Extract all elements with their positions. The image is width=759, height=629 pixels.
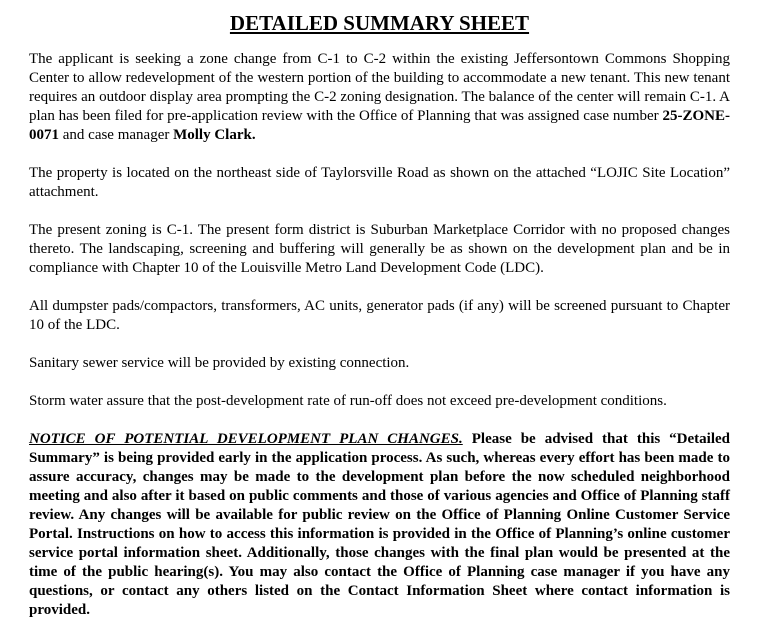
paragraph-screening: All dumpster pads/compactors, transformers, AC units, generator pads (if any) will be screened pursuant to Chapter 10 of the LDC. [29, 298, 730, 333]
notice-body: Please be advised that this “Detailed Summary” is being provided early in the application process. As such, whereas every effort has been made to assure accuracy, changes may be made to the development plan before the now scheduled neighborhood meeting and also after it based on public comments and those of various agencies and Office of Planning staff review. Any changes will be available for public review on the Office of Planning Online Customer Service Portal. Instructions on how to access this information is provided in the Office of Planning’s online customer service portal information sheet. Additionally, those changes with the final plan would be presented at the time of the public hearing(s). You may also contact the Office of Planning case manager if you have any questions, or contact any others listed on the Contact Information Sheet where contact information is provided. [29, 431, 731, 618]
notice-heading: NOTICE OF POTENTIAL DEVELOPMENT PLAN CHANGES. [29, 431, 463, 447]
case-number: 25-ZONE-0071 [29, 108, 730, 143]
page-title: DETAILED SUMMARY SHEET [229, 11, 530, 35]
paragraph-notice [29, 430, 730, 620]
paragraph-sewer: Sanitary sewer service will be provided by existing connection. [29, 355, 410, 371]
case-manager-name: Molly Clark. [173, 127, 256, 143]
paragraph-storm-water: Storm water assure that the post-development rate of run-off does not exceed pre-development conditions. [29, 393, 667, 409]
zone-change-text: The applicant is seeking a zone change from C-1 to C-2 within the existing Jeffersontown Commons Shopping Center to allow redevelopment of the western portion of the building to accommodate a new tenant. This new tenant requires an outdoor display area prompting the C-2 zoning designation. The balance of the center will remain C-1. A plan has been filed for pre-application review with the Office of Planning that was assigned case number [29, 51, 730, 124]
case-manager-label: and case manager [59, 127, 174, 143]
paragraph-zoning: The present zoning is C-1. The present form district is Suburban Marketplace Corridor with no proposed changes thereto. The landscaping, screening and buffering will generally be as shown on the development plan and be in compliance with Chapter 10 of the Louisville Metro Land Development Code (LDC). [29, 222, 730, 276]
paragraph-property-location: The property is located on the northeast side of Taylorsville Road as shown on the attached “LOJIC Site Location” attachment. [29, 165, 730, 200]
paragraph-zone-change [29, 50, 730, 145]
